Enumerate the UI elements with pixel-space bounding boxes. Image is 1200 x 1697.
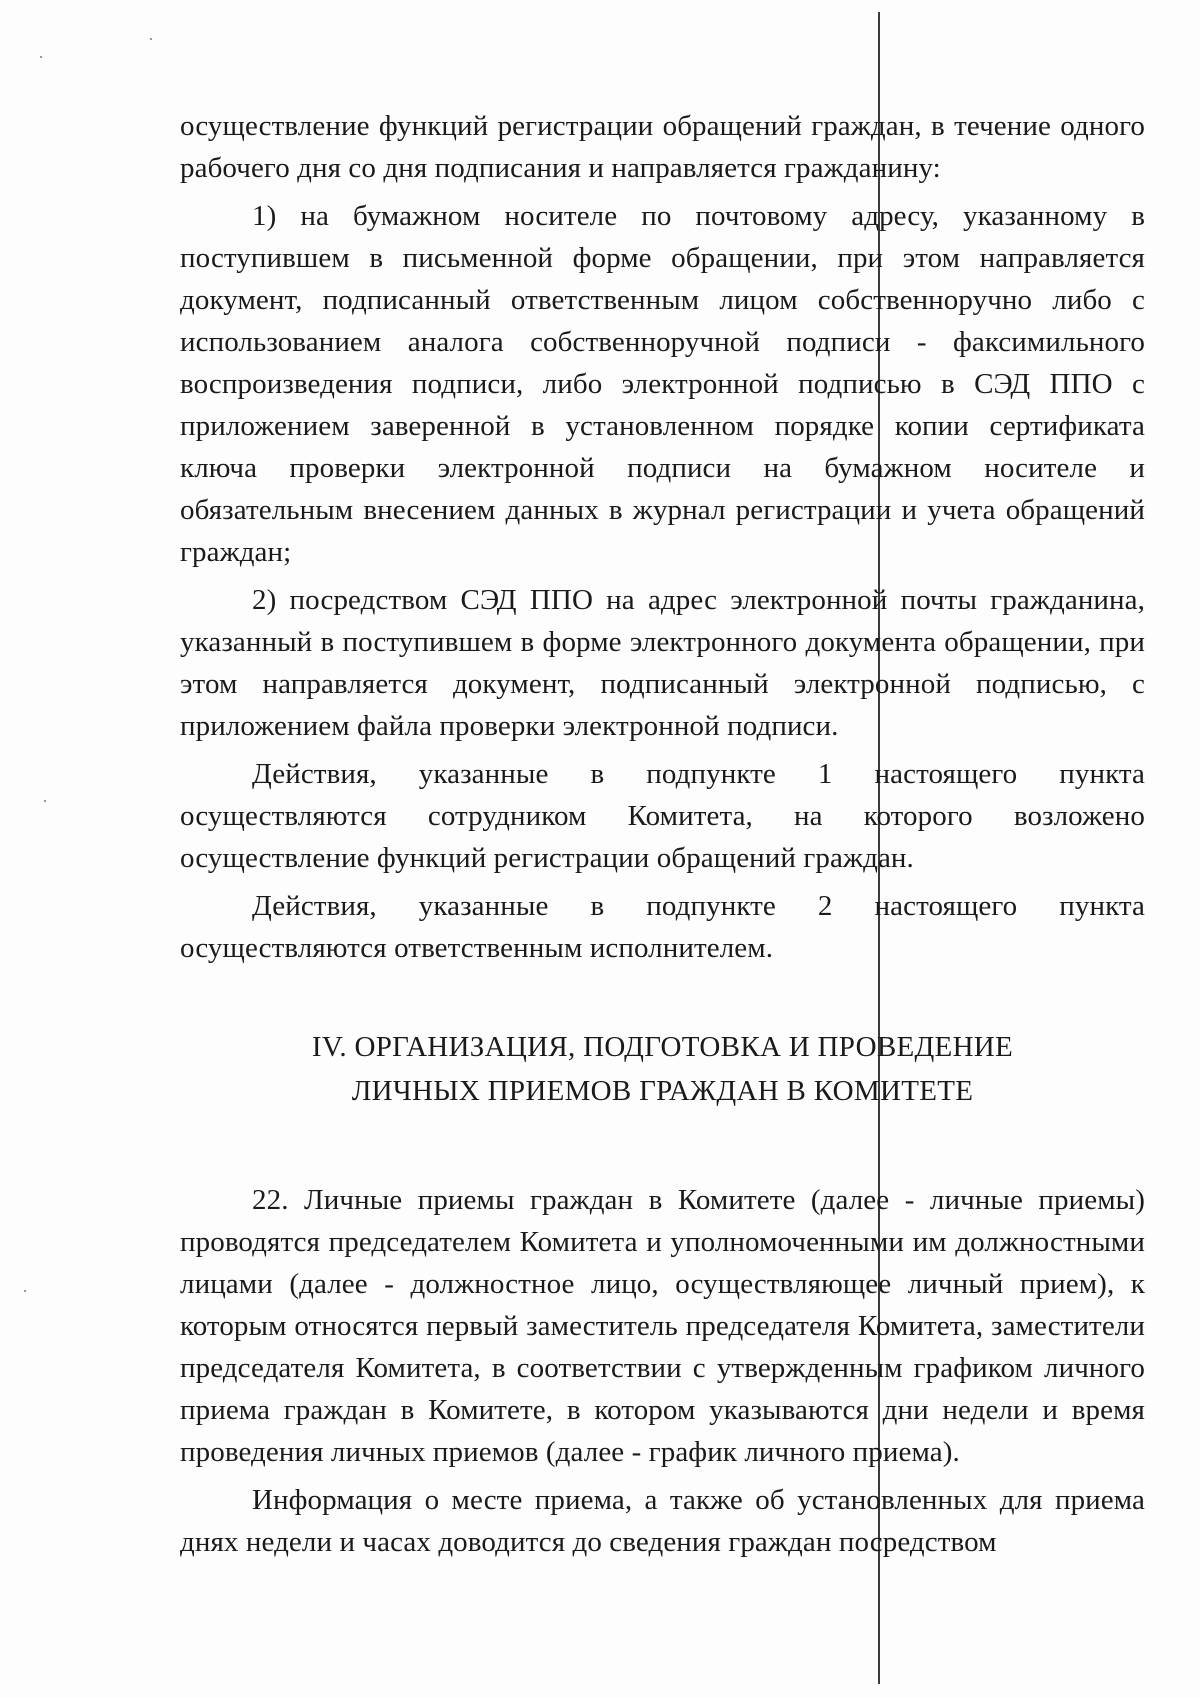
scan-speck — [24, 1290, 26, 1292]
paragraph-subitem-1: 1) на бумажном носителе по почтовому адресу, указанному в поступившем в письменной форме обращении, при этом направляется документ, подписанный ответственным лицом собственноручно либо с использованием аналога собственноручной подписи - факсимильного воспроизведения подписи, либо электронной подписью в СЭД ППО с приложением заверенной в установленном порядке копии сертификата ключа проверки электронной подписи на бумажном носителе и обязательным внесением данных в журнал регистрации и учета обращений граждан; — [180, 200, 1145, 568]
paragraph-actions-2: Действия, указанные в подпункте 2 настоящего пункта осуществляются ответственным исполнителем. — [180, 890, 1145, 964]
section-heading-line-2: ЛИЧНЫХ ПРИЕМОВ ГРАЖДАН В КОМИТЕТЕ — [351, 1075, 974, 1107]
paragraph-continuation: осуществление функций регистрации обращений граждан, в течение одного рабочего дня со дня подписания и направляется гражданину: — [180, 110, 1145, 184]
section-heading — [180, 1025, 1145, 1113]
section-heading-line-1: IV. ОРГАНИЗАЦИЯ, ПОДГОТОВКА И ПРОВЕДЕНИЕ — [311, 1031, 1014, 1063]
scan-speck — [150, 38, 152, 40]
scan-speck — [44, 800, 46, 802]
paragraph-subitem-2: 2) посредством СЭД ППО на адрес электронной почты гражданина, указанный в поступившем в форме электронного документа обращении, при этом направляется документ, подписанный электронной подписью, с приложением файла проверки электронной подписи. — [180, 584, 1145, 742]
paragraph-item-22: 22. Личные приемы граждан в Комитете (далее - личные приемы) проводятся председателем Комитета и уполномоченными им должностными лицами (далее - должностное лицо, осуществляющее личный прием), к которым относятся первый заместитель председателя Комитета, заместители председателя Комитета, в соответствии с утвержденным графиком личного приема граждан в Комитете, в котором указываются дни недели и время проведения личных приемов (далее - график личного приема). — [180, 1184, 1145, 1468]
paragraph-information: Информация о месте приема, а также об установленных для приема днях недели и часах доводится до сведения граждан посредством — [180, 1484, 1145, 1558]
scan-speck — [40, 56, 42, 58]
paragraph-actions-1: Действия, указанные в подпункте 1 настоящего пункта осуществляются сотрудником Комитета, на которого возложено осуществление функций регистрации обращений граждан. — [180, 758, 1145, 874]
document-body — [180, 105, 1145, 1569]
